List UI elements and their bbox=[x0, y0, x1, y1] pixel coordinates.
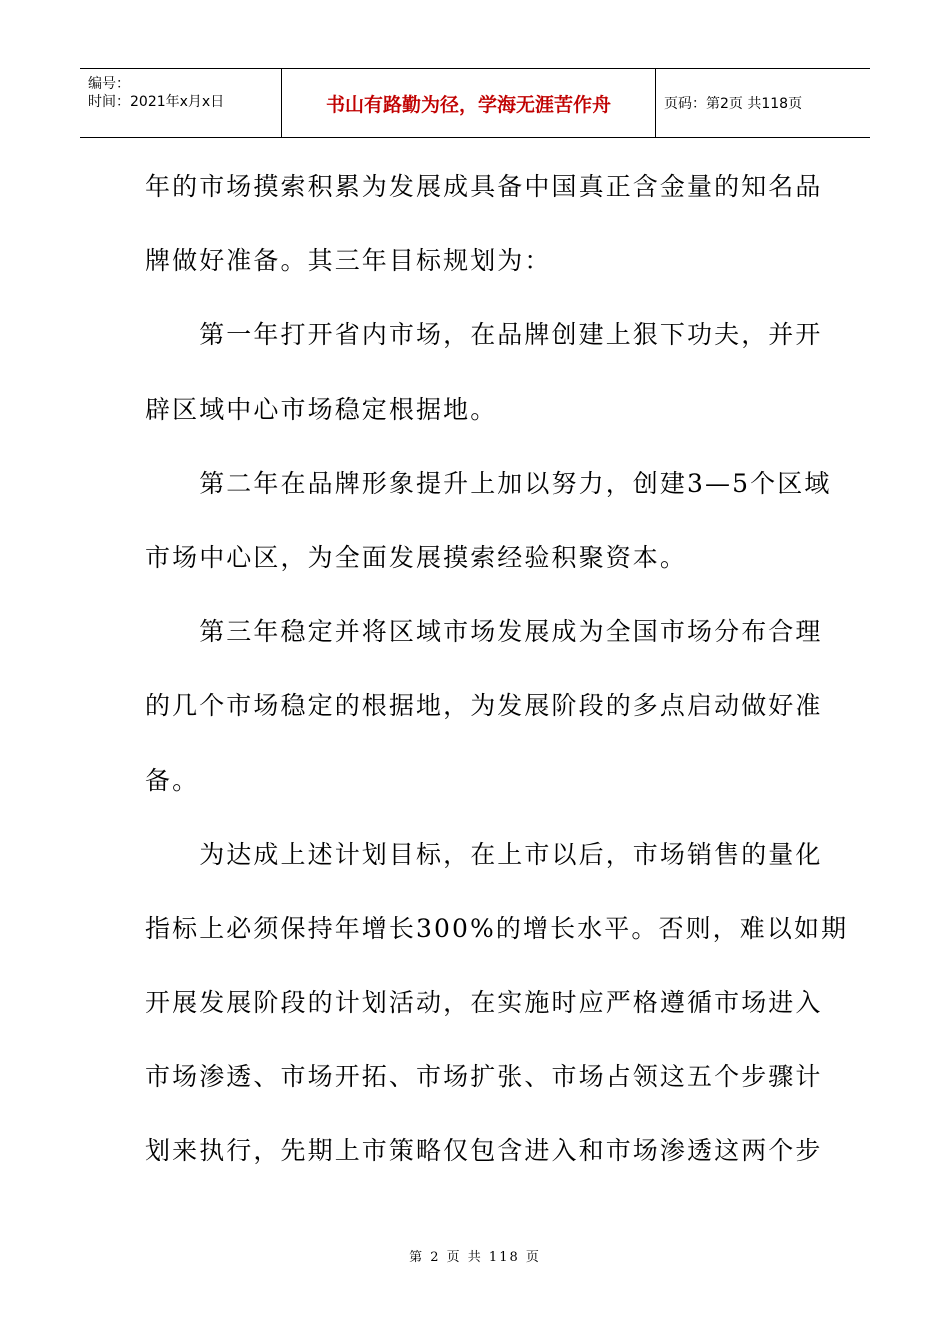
body-line: 的几个市场稳定的根据地，为发展阶段的多点启动做好准 bbox=[145, 691, 823, 721]
header-page-info: 页码：第2页 共118页 bbox=[664, 96, 803, 112]
body-line: 开展发展阶段的计划活动，在实施时应严格遵循市场进入 bbox=[145, 988, 823, 1018]
body-line: 牌做好准备。其三年目标规划为： bbox=[145, 246, 552, 276]
document-number-label: 编号： bbox=[88, 76, 130, 92]
body-line: 市场渗透、市场开拓、市场扩张、市场占领这五个步骤计 bbox=[145, 1062, 823, 1092]
body-line: 为达成上述计划目标，在上市以后，市场销售的量化 bbox=[145, 839, 823, 869]
document-date-label: 时间：2021年x月x日 bbox=[88, 94, 225, 110]
body-line: 备。 bbox=[145, 765, 200, 795]
page-footer: 第 2 页 共 118 页 bbox=[409, 1250, 541, 1265]
header-motto: 书山有路勤为径，学海无涯苦作舟 bbox=[282, 69, 656, 137]
page-header bbox=[80, 68, 870, 138]
body-line: 划来执行，先期上市策略仅包含进入和市场渗透这两个步 bbox=[145, 1136, 823, 1166]
body-line: 第一年打开省内市场，在品牌创建上狠下功夫，并开 bbox=[145, 320, 823, 350]
header-meta-cell bbox=[80, 69, 282, 137]
body-line: 指标上必须保持年增长300%的增长水平。否则，难以如期 bbox=[145, 913, 849, 943]
document-body bbox=[145, 162, 849, 1201]
body-line: 第三年稳定并将区域市场发展成为全国市场分布合理 bbox=[145, 617, 823, 647]
body-line: 第二年在品牌形象提升上加以努力，创建3—5个区域 bbox=[145, 468, 832, 498]
body-line: 市场中心区，为全面发展摸索经验积聚资本。 bbox=[145, 542, 688, 572]
body-line: 年的市场摸索积累为发展成具备中国真正含金量的知名品 bbox=[145, 172, 823, 201]
body-line: 辟区域中心市场稳定根据地。 bbox=[145, 394, 498, 424]
